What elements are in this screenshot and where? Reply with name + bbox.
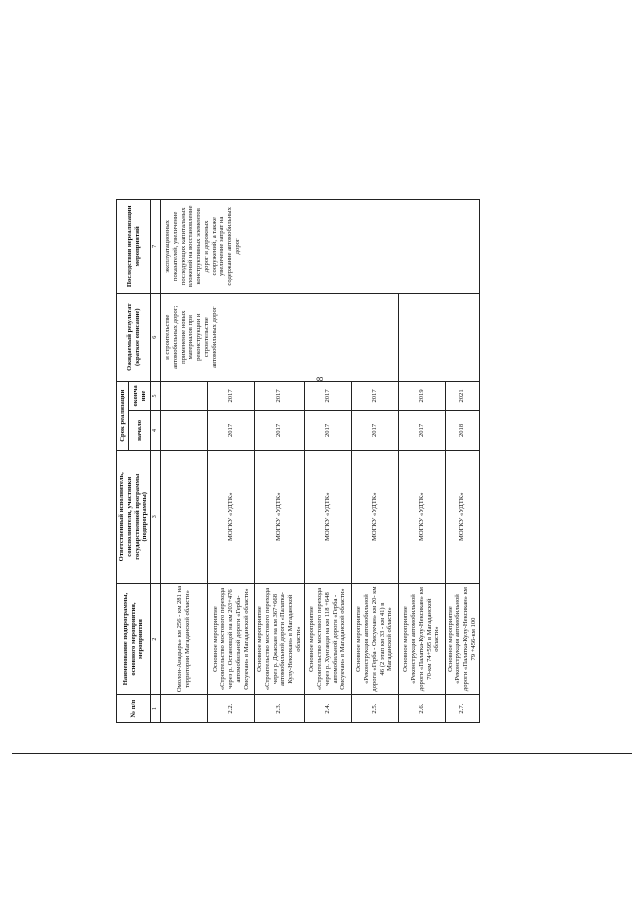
row-end: 2019 — [398, 381, 445, 410]
row-num: 2.6. — [398, 695, 445, 723]
row-end: 2017 — [304, 381, 351, 410]
row-executor: МОГКУ «УДТК» — [351, 450, 398, 583]
header-executor: Ответственный исполнитель, соисполнители, участники государственной программы (подпрограммы) — [117, 450, 151, 583]
row-name: Основное мероприятие «Реконструкция автомобильной дороги «Палатка-Кулу-Нексикан» км 79 +456-км 100 — [445, 583, 479, 694]
column-number: 4 — [151, 411, 161, 451]
row-end: 2017 — [351, 381, 398, 410]
table-row — [161, 200, 208, 723]
row-name: Основное мероприятие «Строительство мостового перехода через р. Джаскан на км 367+668 автомобильной дороги «Палатка-Кулу-Нексикан» в Магаданской области» — [255, 583, 305, 694]
header-num: № п/п — [117, 695, 151, 723]
row-executor: МОГКУ «УДТК» — [398, 450, 445, 583]
row-start: 2017 — [351, 411, 398, 451]
row-start — [161, 411, 208, 451]
row-name: Основное мероприятие «Реконструкция автомобильной дороги «Палатка-Кулу-Нексикан» км 70-км 74+595 в Магаданской области» — [398, 583, 445, 694]
column-number: 2 — [151, 583, 161, 694]
row-executor: МОГКУ «УДТК» — [445, 450, 479, 583]
column-number: 1 — [151, 695, 161, 723]
page-divider-line — [12, 753, 632, 754]
expected-result-empty — [398, 293, 479, 381]
header-row — [117, 200, 129, 723]
column-number-row — [151, 200, 161, 723]
rotated-table-container — [116, 199, 480, 723]
header-start: начало — [129, 411, 151, 451]
row-start: 2017 — [208, 411, 255, 451]
expected-result: и строительстве автомобильных дорог; применение новых материалов при реконструкции и строительстве автомобильных дорог — [161, 293, 399, 381]
row-end — [161, 381, 208, 410]
row-num: 2.2. — [208, 695, 255, 723]
row-name: Основное мероприятие «Строительство мостового перехода через р. Хунгандя на км 118 +648 автомобильной дороги «Герба - Омсукчан» в Магаданской области» — [304, 583, 351, 694]
header-result: Ожидаемый результат (краткое описание) — [117, 293, 151, 381]
column-number: 5 — [151, 381, 161, 410]
program-activities-table — [116, 199, 480, 723]
header-consequences: Последствия нереализации мероприятий — [117, 200, 151, 294]
row-executor — [161, 450, 208, 583]
row-end: 2017 — [208, 381, 255, 410]
row-start: 2017 — [304, 411, 351, 451]
row-executor: МОГКУ «УДТК» — [304, 450, 351, 583]
row-end: 2021 — [445, 381, 479, 410]
header-name: Наименование подпрограммы, основного мероприятия, мероприятия — [117, 583, 151, 694]
row-num: 2.4. — [304, 695, 351, 723]
row-start: 2017 — [255, 411, 305, 451]
consequences: эксплуатационных показателей, увеличение последующих капитальных вложений на восстановление конструктивных элементов дорог и дорожных сооружений, а также увеличение затрат на содержание автомобильных дорог — [161, 200, 480, 294]
header-end: оконча ние — [129, 381, 151, 410]
row-end: 2017 — [255, 381, 305, 410]
row-executor: МОГКУ «УДТК» — [208, 450, 255, 583]
row-num: 2.3. — [255, 695, 305, 723]
row-start: 2017 — [398, 411, 445, 451]
row-name: Омолон-Анадырь» км 256 - км 281 на территории Магаданской области» — [161, 583, 208, 694]
column-number: 6 — [151, 293, 161, 381]
row-num: 2.5. — [351, 695, 398, 723]
row-executor: МОГКУ «УДТК» — [255, 450, 305, 583]
row-start: 2018 — [445, 411, 479, 451]
page-number: 8 — [315, 376, 325, 382]
row-num: 2.7. — [445, 695, 479, 723]
row-num — [161, 695, 208, 723]
header-period: Срок реализации — [117, 381, 129, 450]
row-name: Основное мероприятие «Реконструкция автомобильной дороги «Герба - Омсукчан» км 20- км 46 (2 этап км 33 - км 41) в Магаданской области» — [351, 583, 398, 694]
column-number: 7 — [151, 200, 161, 294]
column-number: 3 — [151, 450, 161, 583]
row-name: Основное мероприятие «Строительство мостового перехода через р. Остановцой на км 203+476 автомобильной дороги «Герба-Омсукчан» в Магаданской области» — [208, 583, 255, 694]
